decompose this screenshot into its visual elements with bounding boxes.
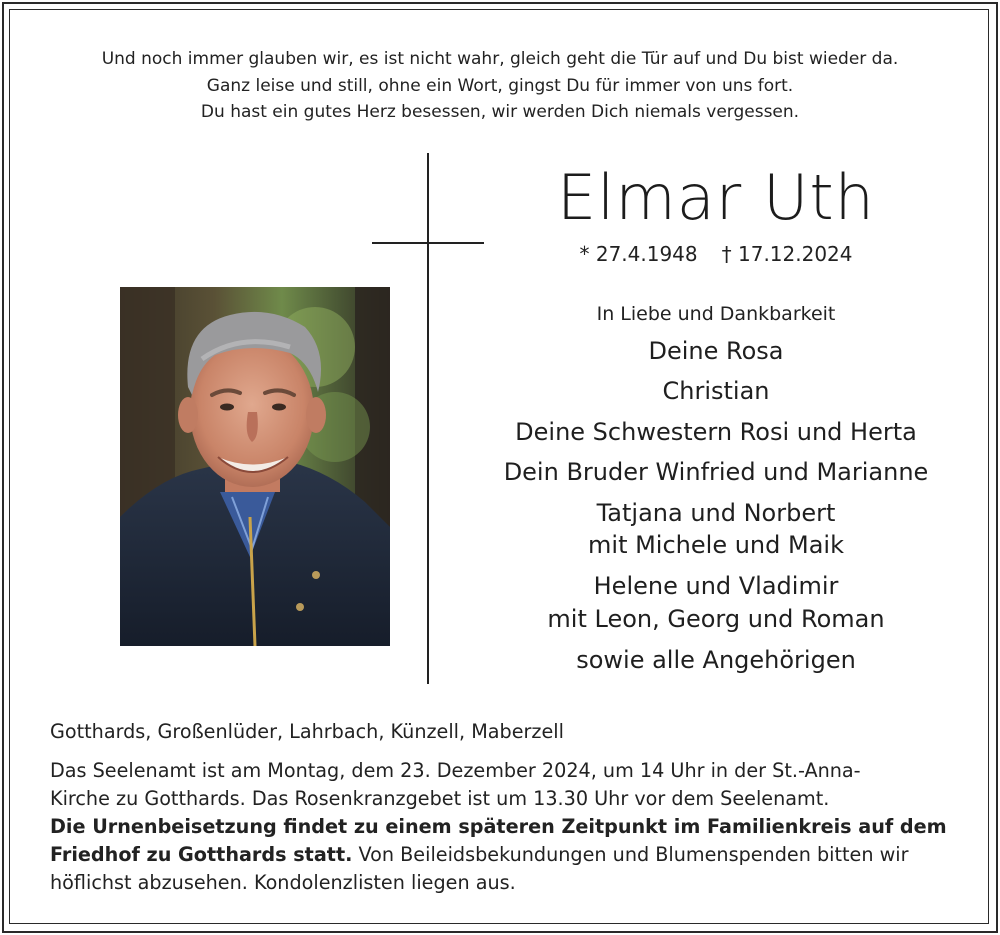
notice-line: Von Beileidsbekundungen und Blumenspenden bitten wir — [352, 843, 909, 866]
notice-line: Das Seelenamt ist am Montag, dem 23. Dezember 2024, um 14 Uhr in der St.-Anna- — [50, 759, 861, 782]
notice-line-bold: Friedhof zu Gotthards statt. — [50, 843, 353, 866]
notice-line: Kirche zu Gotthards. Das Rosenkranzgebet ist um 13.30 Uhr vor dem Seelenamt. — [50, 787, 830, 810]
verse-line: Ganz leise und still, ohne ein Wort, gingst Du für immer von uns fort. — [206, 75, 794, 96]
verse-line: Du hast ein gutes Herz besessen, wir werden Dich niemals vergessen. — [200, 102, 800, 122]
mourner-line: mit Michele und Maik — [588, 531, 844, 559]
mourner-line: Helene und Vladimir — [593, 572, 839, 600]
mourner-line: Deine Schwestern Rosi und Herta — [515, 418, 917, 446]
mourner-line: sowie alle Angehörigen — [576, 646, 856, 674]
mourner-line: Christian — [662, 377, 770, 405]
death-date: † 17.12.2024 — [721, 242, 853, 266]
mourners-intro: In Liebe und Dankbarkeit — [596, 303, 836, 325]
life-dates — [478, 240, 954, 268]
portrait-photo — [120, 287, 390, 646]
birth-date: * 27.4.1948 — [579, 242, 698, 266]
funeral-notice — [50, 757, 955, 897]
memorial-verse — [0, 46, 1000, 126]
mourner-line: Deine Rosa — [648, 337, 784, 365]
notice-line: höflichst abzusehen. Kondolenzlisten liegen aus. — [50, 871, 516, 894]
deceased-name: Elmar Uth — [557, 161, 875, 234]
places-line: Gotthards, Großenlüder, Lahrbach, Künzell, Maberzell — [50, 720, 564, 743]
cross-icon-bar — [372, 242, 484, 244]
notice-line-bold: Die Urnenbeisetzung findet zu einem späteren Zeitpunkt im Familienkreis auf dem — [50, 815, 947, 838]
verse-line: Und noch immer glauben wir, es ist nicht wahr, gleich geht die Tür auf und Du bist wieder da. — [101, 49, 899, 69]
cross-icon — [427, 153, 429, 684]
mourner-line: mit Leon, Georg und Roman — [547, 605, 885, 633]
mourner-line: Dein Bruder Winfried und Marianne — [503, 458, 929, 486]
mourner-line: Tatjana und Norbert — [596, 499, 836, 527]
